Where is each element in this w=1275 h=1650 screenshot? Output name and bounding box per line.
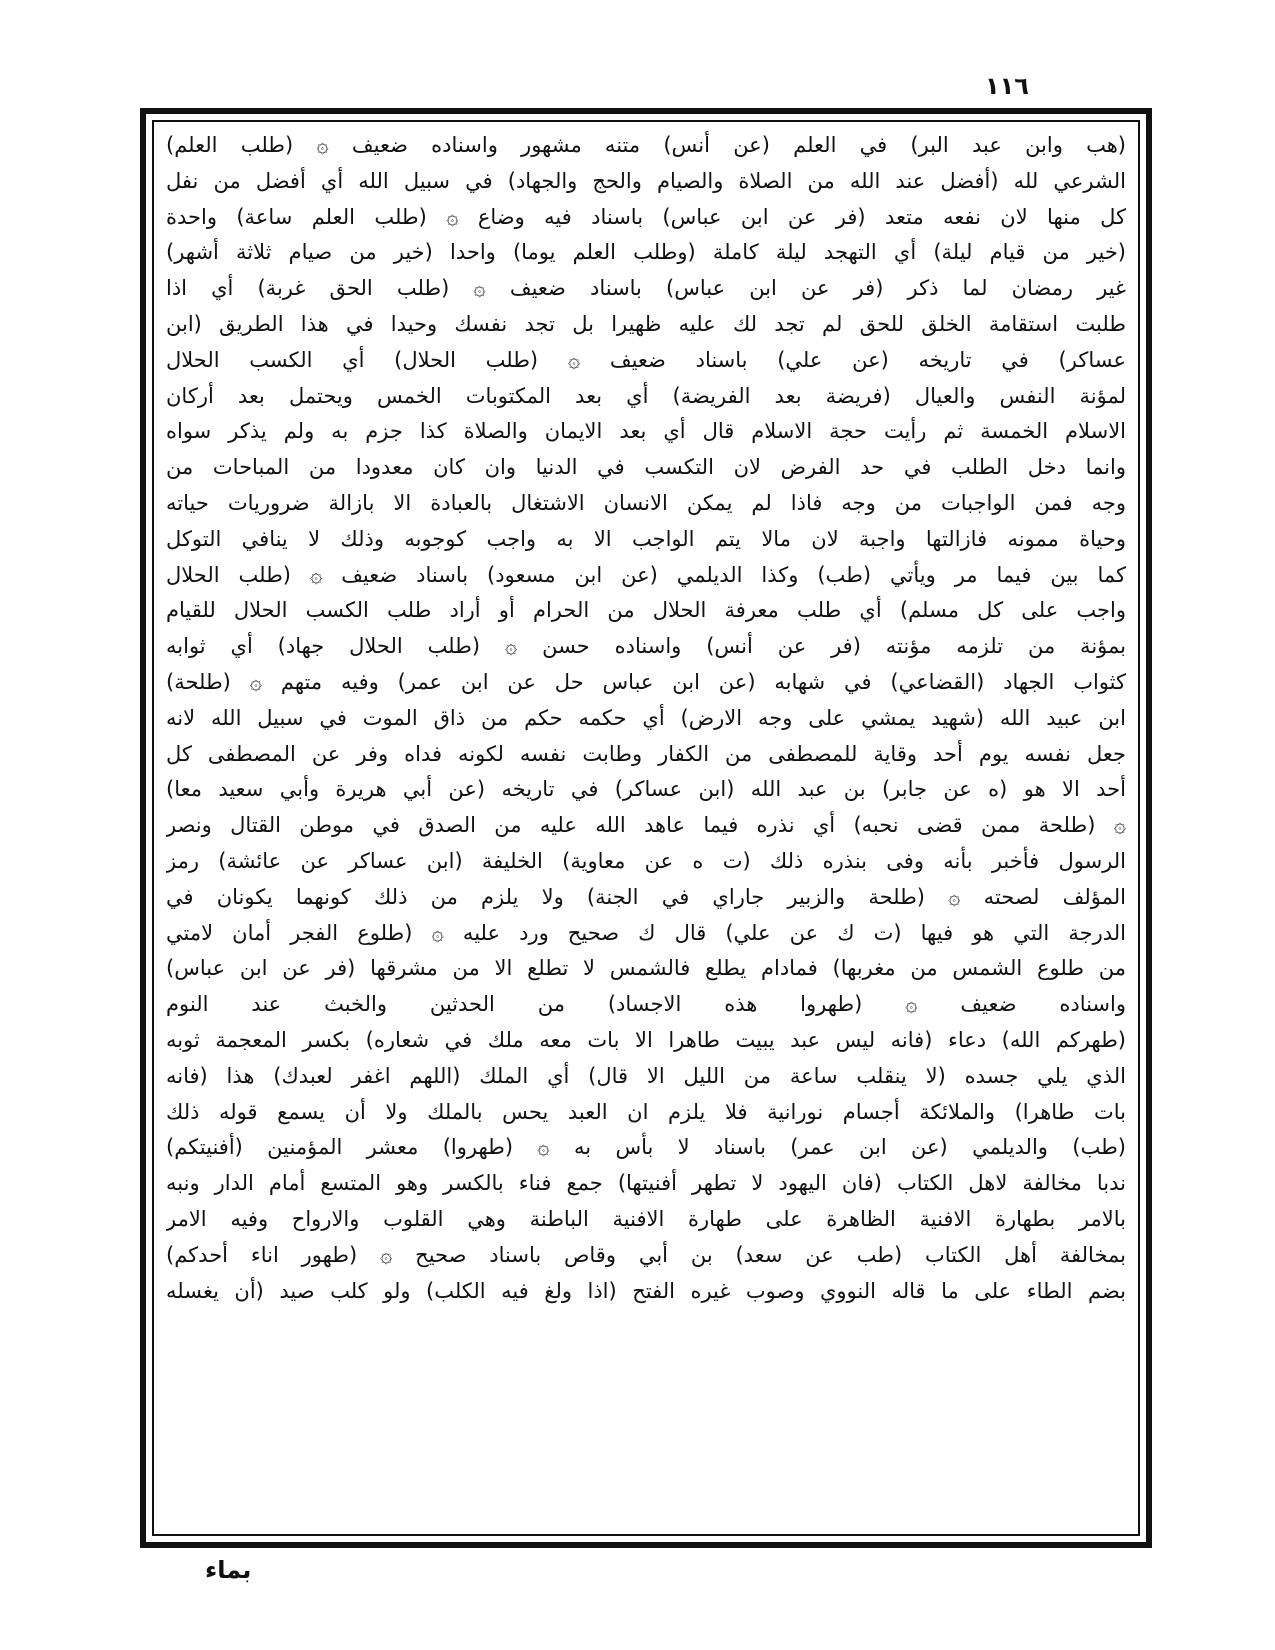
text-line: وحياة ممونه فازالتها واجبة لان مالا يتم الواجب الا به واجب كوجوبه وذلك لا ينافي التوكل: [166, 526, 1126, 551]
text-line: عساكر) في تاريخه (عن علي) باسناد ضعيف ۞ (طلب الحلال) أي الكسب الحلال: [166, 347, 1126, 372]
text-line: وجه فمن الواجبات من وجه فاذا لم يمكن الانسان الاشتغال بالعبادة الا بازالة ضروريات حياته: [166, 490, 1126, 515]
text-line: الشرعي لله (أفضل عند الله من الصلاة والصيام والحج والجهاد) في سبيل الله أي أفضل من نفل: [166, 168, 1126, 193]
text-line: من طلوع الشمس من مغربها) فمادام يطلع فالشمس لا تطلع الا من مشرقها (فر عن ابن عباس): [166, 956, 1126, 981]
text-line: الاسلام الخمسة ثم رأيت حجة الاسلام قال أي بعد الايمان والصلاة كذا جزم به ولم يذكر سواه: [166, 419, 1126, 444]
text-line: بضم الطاء على ما قاله النووي وصوب غيره الفتح (اذا ولغ فيه الكلب) ولو كلب صيد (أن يغسله: [166, 1278, 1126, 1303]
text-line: غير رمضان لما ذكر (فر عن ابن عباس) باسناد ضعيف ۞ (طلب الحق غربة) أي اذا: [166, 276, 1126, 301]
text-line: كما بين فيما مر ويأتي (طب) وكذا الديلمي (عن ابن مسعود) باسناد ضعيف ۞ (طلب الحلال: [166, 562, 1126, 587]
text-line: الدرجة التي هو فيها (ت ك عن علي) قال ك صحيح ورد عليه ۞ (طلوع الفجر أمان لامتي: [166, 920, 1126, 945]
text-line: ابن عبيد الله (شهيد يمشي على وجه الارض) أي حكمه حكم من ذاق الموت في سبيل الله لانه: [166, 705, 1126, 730]
main-text: [162, 128, 1130, 1528]
text-line: طلبت استقامة الخلق للحق لم تجد لك عليه ظهيرا بل تجد نفسك وحيدا في هذا الطريق (ابن: [166, 311, 1126, 336]
text-line: بمؤنة من تلزمه مؤنته (فر عن أنس) واسناده حسن ۞ (طلب الحلال جهاد) أي ثوابه: [166, 634, 1126, 659]
text-line: (طب) والديلمي (عن ابن عمر) باسناد لا بأس به ۞ (طهروا) معشر المؤمنين (أفنيتكم): [166, 1135, 1126, 1160]
catchword: بماء: [205, 1556, 252, 1584]
text-line: لمؤنة النفس والعيال (فريضة بعد الفريضة) أي بعد المكتوبات الخمس ويحتمل بعد أركان: [166, 383, 1126, 408]
text-line: (هب وابن عبد البر) في العلم (عن أنس) متنه مشهور واسناده ضعيف ۞ (طلب العلم): [166, 133, 1126, 157]
text-line: كثواب الجهاد (القضاعي) في شهابه (عن ابن عباس حل عن ابن عمر) وفيه متهم ۞ (طلحة): [166, 669, 1126, 694]
text-line: (طهركم الله) دعاء (فانه ليس عبد يبيت طاهرا الا بات معه ملك في شعاره) بكسر المعجمة ثوبه: [166, 1027, 1126, 1052]
text-line: المؤلف لصحته ۞ (طلحة والزبير جاراي في الجنة) ولا يلزم من ذلك كونهما يكونان في: [166, 884, 1126, 909]
text-line: بمخالفة أهل الكتاب (طب عن سعد) بن أبي وقاص باسناد صحيح ۞ (طهور اناء أحدكم): [166, 1242, 1126, 1267]
text-line: بالامر بطهارة الافنية الظاهرة على طهارة الافنية الباطنة وهي القلوب والارواح وفيه الامر: [166, 1206, 1126, 1231]
text-line: واجب على كل مسلم) أي طلب معرفة الحلال من الحرام أو أراد طلب الكسب الحلال للقيام: [166, 598, 1126, 623]
text-line: بات طاهرا) والملائكة أجسام نورانية فلا يلزم ان العبد يحس بالملك ولا أن يسمع قوله ذلك: [166, 1099, 1126, 1124]
text-line: الذي يلي جسده (لا ينقلب ساعة من الليل الا قال) أي الملك (اللهم اغفر لعبدك) هذا (فانه: [166, 1063, 1126, 1088]
text-line: (خير من قيام ليلة) أي التهجد ليلة كاملة (وطلب العلم يوما) واحدا (خير من صيام ثلاثة أشهر): [166, 240, 1126, 265]
text-line: ندبا مخالفة لاهل الكتاب (فان اليهود لا تطهر أفنيتها) جمع فناء بالكسر وهو المتسع أمام الدار ونبه: [166, 1171, 1126, 1196]
text-line: كل منها لان نفعه متعد (فر عن ابن عباس) باسناد فيه وضاع ۞ (طلب العلم ساعة) واحدة: [166, 204, 1126, 229]
text-line: واسناده ضعيف ۞ (طهروا هذه الاجساد) من الحدثين والخبث عند النوم: [166, 992, 1126, 1017]
text-line: ۞ (طلحة ممن قضى نحبه) أي نذره فيما عاهد الله عليه من الصدق في موطن القتال ونصر: [166, 813, 1126, 838]
text-line: الرسول فأخبر بأنه وفى بنذره ذلك (ت ه عن معاوية) الخليفة (ابن عساكر عن عائشة) رمز: [166, 848, 1126, 873]
text-line: جعل نفسه يوم أحد وقاية للمصطفى من الكفار وطابت نفسه لكونه فداه وفر عن المصطفى كل: [166, 741, 1126, 766]
page-number: ١١٦: [985, 72, 1029, 100]
text-line: أحد الا هو (ه عن جابر) بن عبد الله (ابن عساكر) في تاريخه (عن أبي هريرة وأبي سعيد معا): [166, 777, 1126, 802]
text-line: وانما دخل الطلب في حد الفرض لان التكسب في الدنيا وان كان معدودا من المباحات من: [166, 455, 1126, 480]
